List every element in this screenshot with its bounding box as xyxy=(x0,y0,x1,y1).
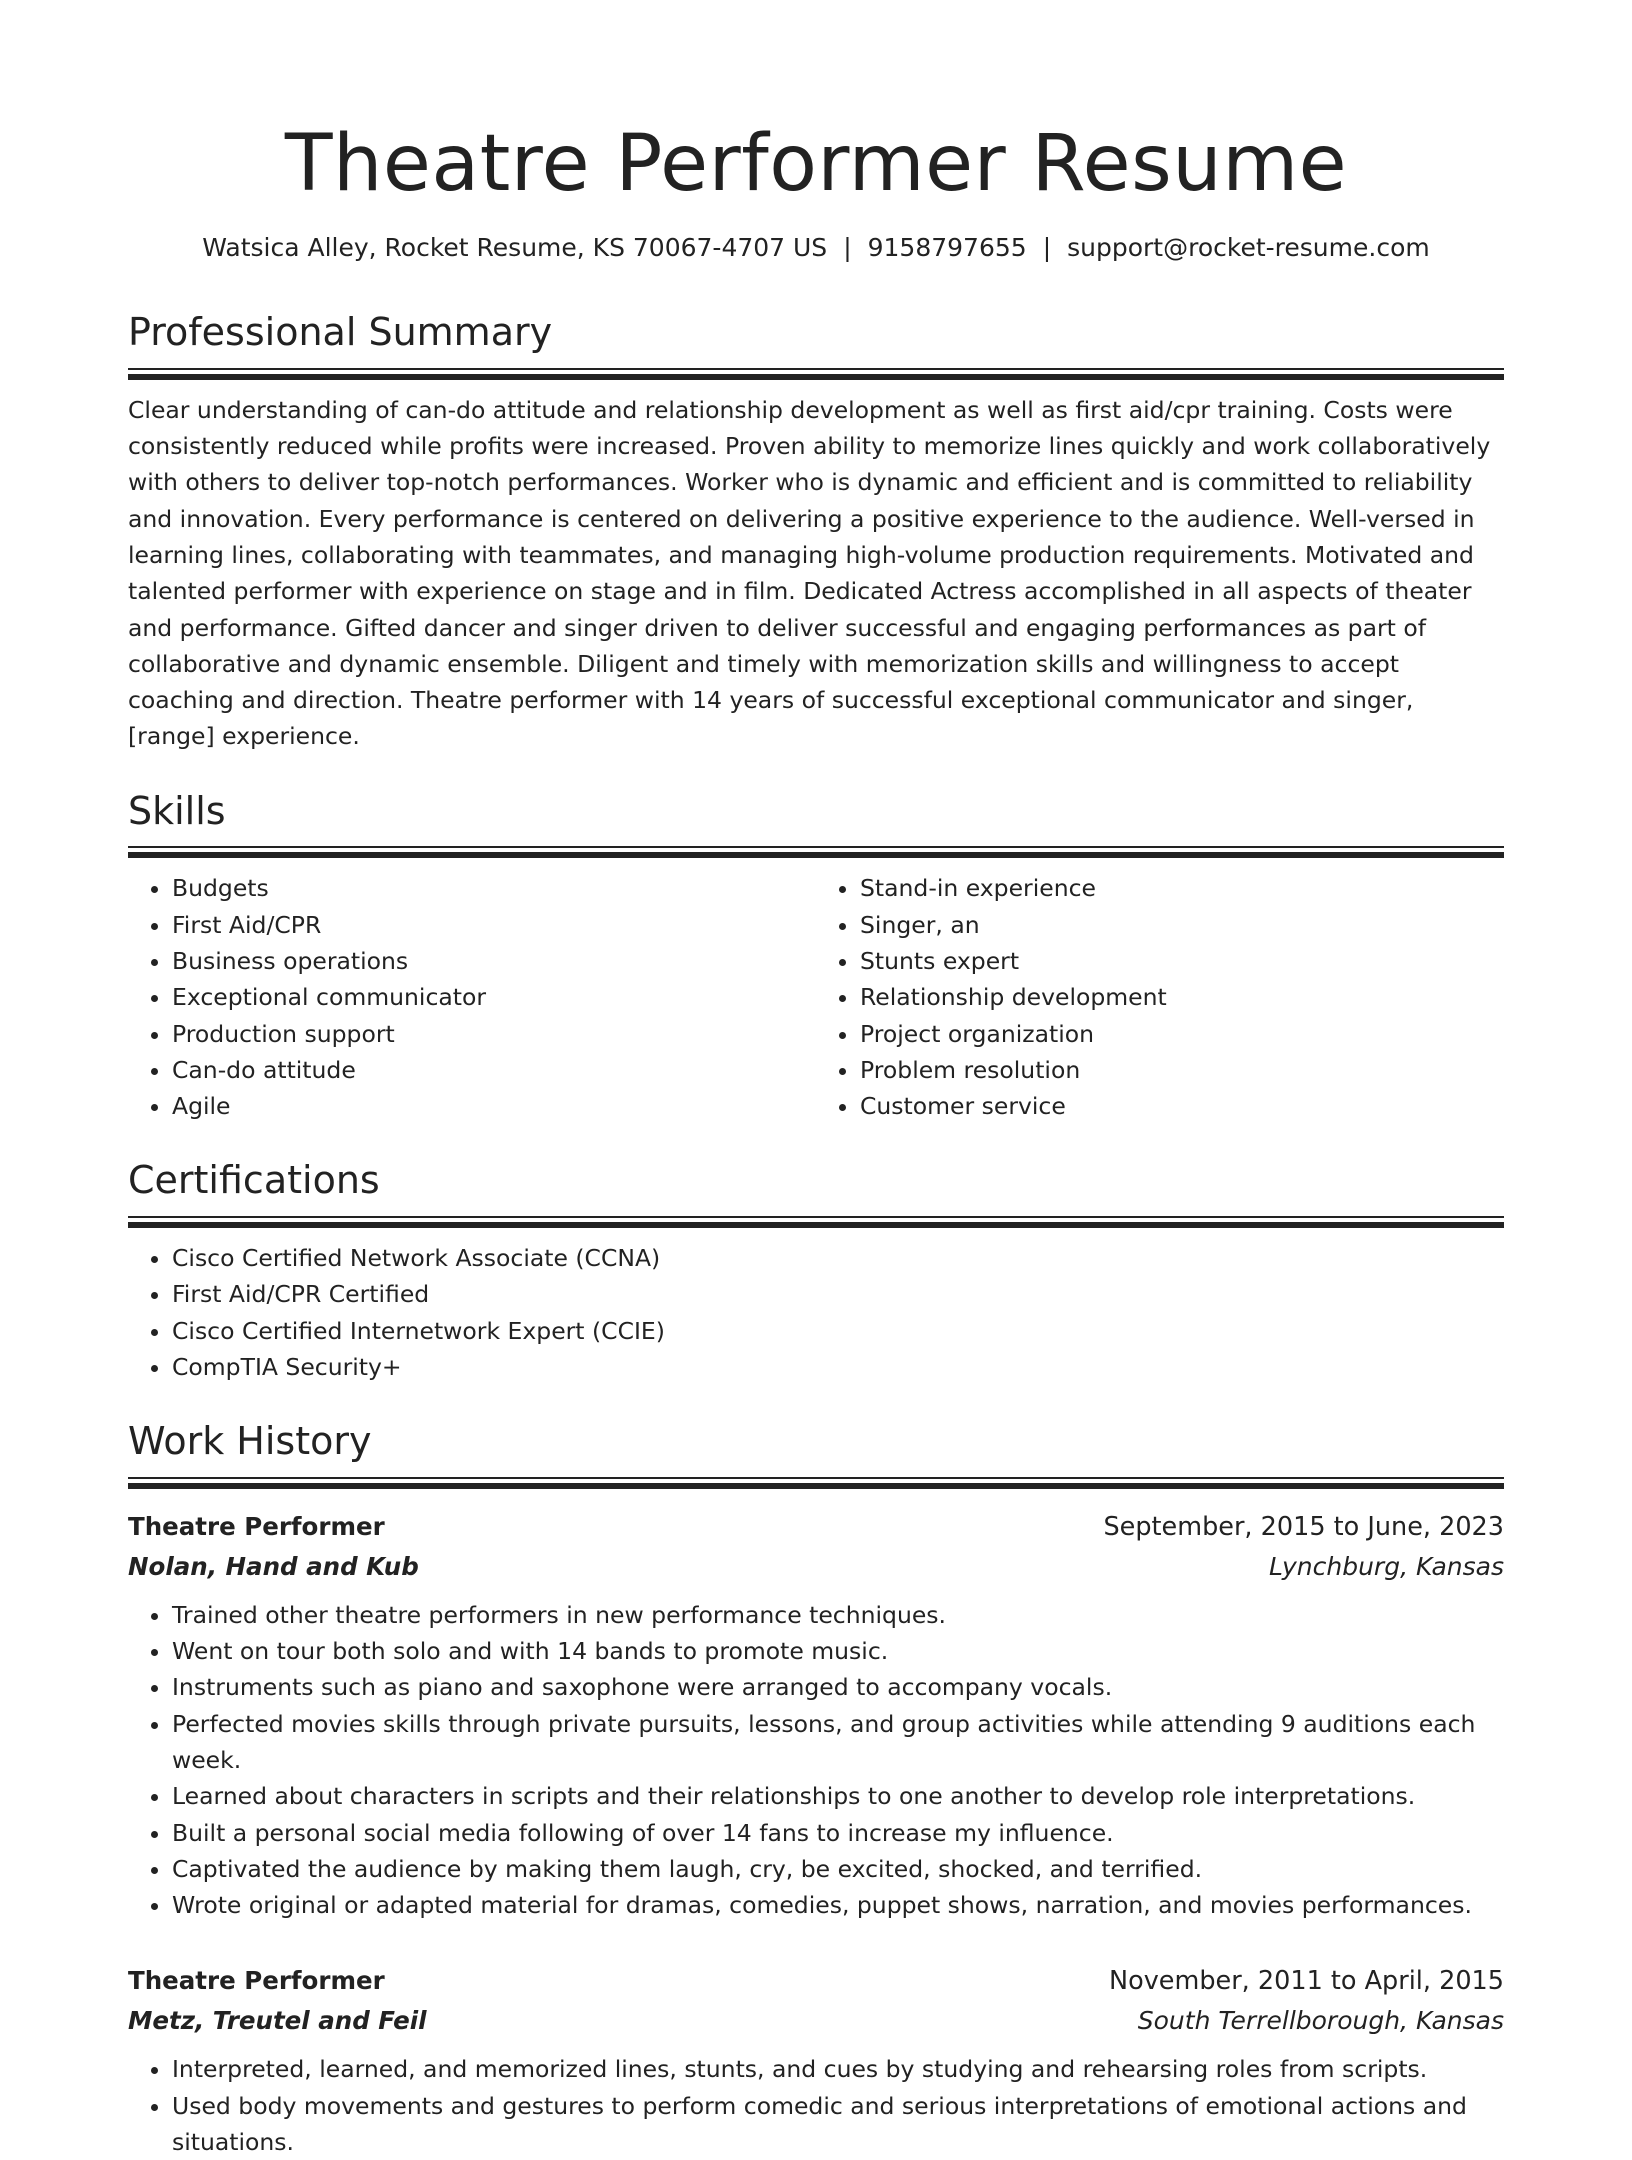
summary-section xyxy=(128,310,1504,755)
job-title: Theatre Performer xyxy=(128,1966,385,1996)
skill-item: • Production support xyxy=(172,1016,816,1052)
summary-heading: Professional Summary xyxy=(128,310,553,355)
certification-item: • First Aid/CPR Certified xyxy=(172,1276,1504,1312)
skill-item: • Singer, an xyxy=(860,907,1504,943)
work-history-heading: Work History xyxy=(128,1419,372,1464)
section-divider xyxy=(128,368,1504,380)
skill-item: • Problem resolution xyxy=(860,1052,1504,1088)
job-bullet: • Wrote original or adapted material for dramas, comedies, puppet shows, narration, and movies performances. xyxy=(172,1887,1504,1923)
job-entry xyxy=(128,1507,1504,1924)
resume-page xyxy=(128,120,1504,2160)
job-bullet: • Used body movements and gestures to perform comedic and serious interpretations of emotional actions and situations. xyxy=(172,2088,1504,2160)
certifications-list xyxy=(128,1240,1504,1385)
contact-separator: | xyxy=(843,232,852,262)
skill-item: • Budgets xyxy=(172,870,816,906)
section-divider xyxy=(128,1216,1504,1228)
resume-title: Theatre Performer Resume xyxy=(284,119,1348,209)
certification-item: • Cisco Certified Internetwork Expert (CCIE) xyxy=(172,1313,1504,1349)
job-bullets xyxy=(128,2051,1504,2160)
skill-item: • Relationship development xyxy=(860,979,1504,1015)
skills-section xyxy=(128,789,1504,1125)
job-location: South Terrellborough, Kansas xyxy=(1137,2006,1504,2036)
skill-item: • Can-do attitude xyxy=(172,1052,816,1088)
skills-list-right xyxy=(816,870,1504,1124)
job-title: Theatre Performer xyxy=(128,1511,385,1541)
section-divider xyxy=(128,846,1504,858)
contact-line xyxy=(128,232,1504,265)
job-bullet: • Trained other theatre performers in new performance techniques. xyxy=(172,1597,1504,1633)
contact-phone: 9158797655 xyxy=(867,232,1027,262)
job-entry xyxy=(128,1961,1504,2160)
skills-columns xyxy=(128,870,1504,1124)
job-company: Metz, Treutel and Feil xyxy=(128,2006,427,2036)
certification-item: • CompTIA Security+ xyxy=(172,1349,1504,1385)
certification-item: • Cisco Certified Network Associate (CCNA) xyxy=(172,1240,1504,1276)
job-location: Lynchburg, Kansas xyxy=(1268,1551,1504,1581)
job-dates: September, 2015 to June, 2023 xyxy=(1103,1511,1504,1542)
skill-item: • Stunts expert xyxy=(860,943,1504,979)
job-dates: November, 2011 to April, 2015 xyxy=(1109,1966,1504,1997)
summary-text: Clear understanding of can-do attitude and relationship development as well as first aid/cpr training. Costs were consistently reduced while profits were increased. Proven ability to memorize lines quickly and work collaboratively with others to deliver top-notch performances. Worker who is dynamic and efficient and is committed to reliability and innovation. Every performance is centered on delivering a positive experience to the audience. Well-versed in learning lines, collaborating with teammates, and managing high-volume production requirements. Motivated and talented performer with experience on stage and in film. Dedicated Actress accomplished in all aspects of theater and performance. Gifted dancer and singer driven to deliver successful and engaging performances as part of collaborative and dynamic ensemble. Diligent and timely with memorization skills and willingness to accept coaching and direction. Theatre performer with 14 years of successful exceptional communicator and singer, [range] experience. xyxy=(128,395,1491,751)
job-bullet: • Went on tour both solo and with 14 bands to promote music. xyxy=(172,1633,1504,1669)
job-bullet: • Learned about characters in scripts and their relationships to one another to develop role interpretations. xyxy=(172,1778,1504,1814)
section-divider xyxy=(128,1477,1504,1489)
skill-item: • First Aid/CPR xyxy=(172,907,816,943)
certifications-section xyxy=(128,1158,1504,1385)
skill-item: • Customer service xyxy=(860,1088,1504,1124)
job-company: Nolan, Hand and Kub xyxy=(128,1551,419,1581)
skill-item: • Business operations xyxy=(172,943,816,979)
job-bullet: • Interpreted, learned, and memorized lines, stunts, and cues by studying and rehearsing roles from scripts. xyxy=(172,2051,1504,2087)
job-bullets xyxy=(128,1597,1504,1924)
skill-item: • Project organization xyxy=(860,1016,1504,1052)
contact-email: support@rocket-resume.com xyxy=(1067,232,1430,262)
skill-item: • Exceptional communicator xyxy=(172,979,816,1015)
certifications-heading: Certifications xyxy=(128,1158,380,1203)
skills-list-left xyxy=(128,870,816,1124)
skill-item: • Agile xyxy=(172,1088,816,1124)
work-history-section xyxy=(128,1419,1504,2160)
contact-address: Watsica Alley, Rocket Resume, KS 70067-4707 US xyxy=(202,232,828,262)
skills-heading: Skills xyxy=(128,788,226,833)
skill-item: • Stand-in experience xyxy=(860,870,1504,906)
job-bullet: • Captivated the audience by making them laugh, cry, be excited, shocked, and terrified. xyxy=(172,1851,1504,1887)
job-bullet: • Perfected movies skills through private pursuits, lessons, and group activities while attending 9 auditions each week. xyxy=(172,1706,1504,1779)
job-bullet: • Built a personal social media following of over 14 fans to increase my influence. xyxy=(172,1815,1504,1851)
job-bullet: • Instruments such as piano and saxophone were arranged to accompany vocals. xyxy=(172,1669,1504,1705)
contact-separator: | xyxy=(1042,232,1052,262)
